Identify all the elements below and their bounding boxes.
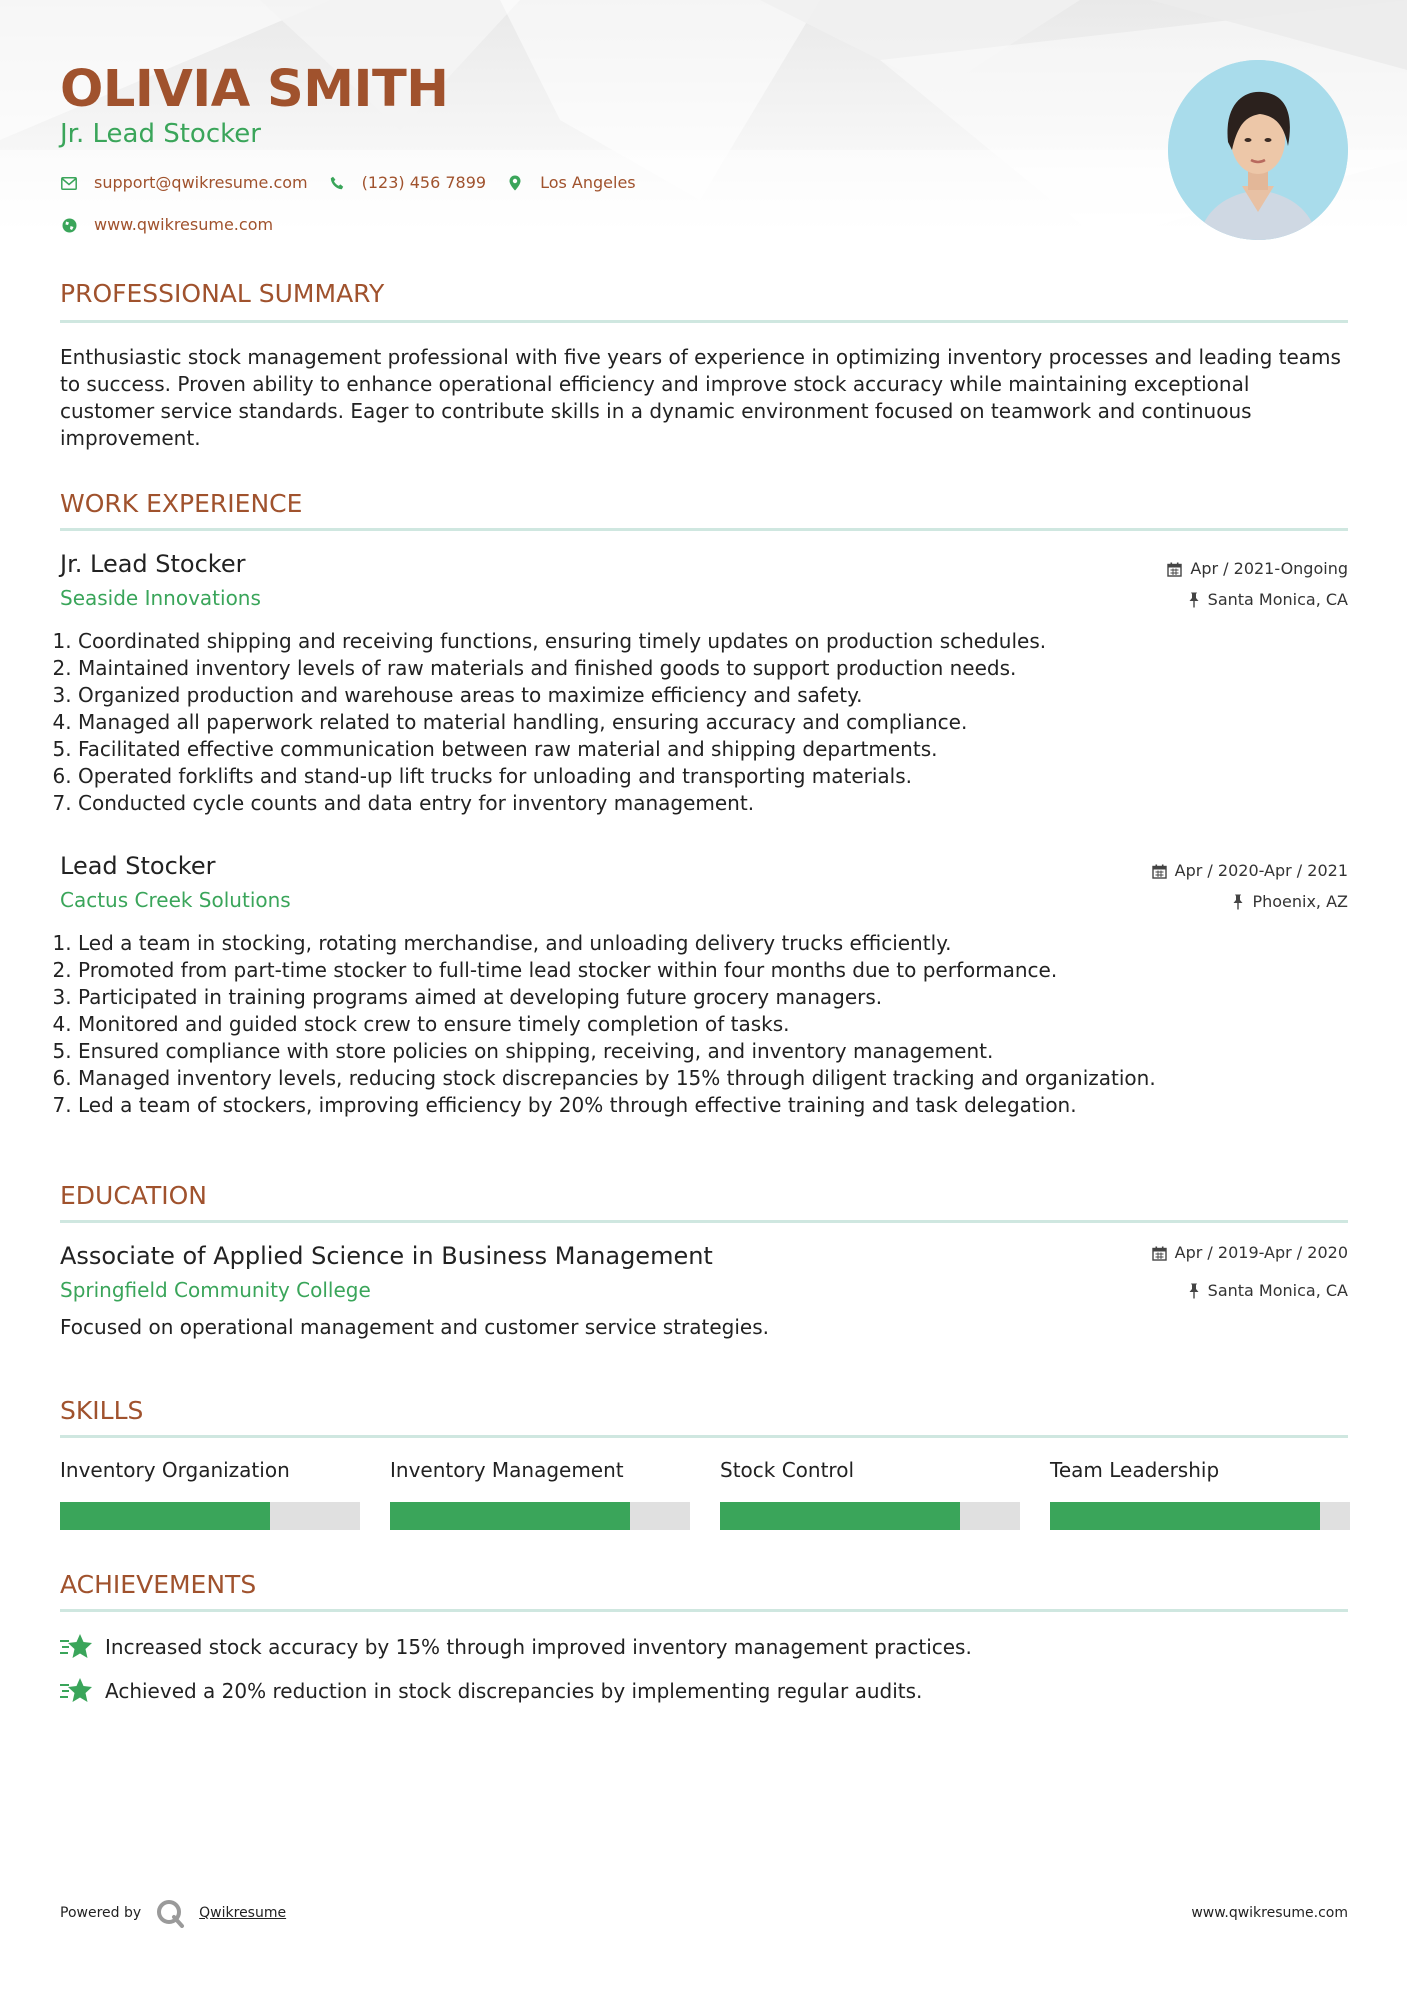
star-icon	[60, 1676, 94, 1706]
achievement-item	[60, 1632, 1348, 1662]
section-divider	[60, 528, 1348, 531]
skill-item	[1050, 1456, 1350, 1530]
section-title-achievements: ACHIEVEMENTS	[60, 1570, 257, 1599]
skill-level-fill	[1050, 1502, 1320, 1530]
list-item: 1. Coordinated shipping and receiving functions, ensuring timely updates on production schedules.	[78, 628, 1046, 655]
job-title: Jr. Lead Stocker	[60, 550, 246, 578]
job-location	[1188, 589, 1348, 611]
section-title-summary: PROFESSIONAL SUMMARY	[60, 279, 385, 308]
job-dates-text: Apr / 2020-Apr / 2021	[1174, 861, 1348, 880]
skill-level-fill	[60, 1502, 270, 1530]
section-title-education: EDUCATION	[60, 1181, 207, 1210]
list-item: 1. Led a team in stocking, rotating merchandise, and unloading delivery trucks efficiently.	[78, 930, 1156, 957]
section-divider	[60, 320, 1348, 323]
star-icon	[60, 1632, 94, 1662]
education-description: Focused on operational management and customer service strategies.	[60, 1315, 770, 1339]
list-item: 3. Participated in training programs aimed at developing future grocery managers.	[78, 984, 1156, 1011]
footer-website[interactable]: www.qwikresume.com	[1191, 1905, 1348, 1921]
skill-level-bar	[720, 1502, 1020, 1530]
job-dates-text: Apr / 2021-Ongoing	[1190, 559, 1348, 578]
education-location-text: Santa Monica, CA	[1207, 1281, 1348, 1300]
list-item: 2. Maintained inventory levels of raw materials and finished goods to support production needs.	[78, 655, 1046, 682]
qwikresume-logo-icon	[155, 1898, 185, 1928]
job-company: Cactus Creek Solutions	[60, 888, 291, 912]
envelope-icon	[60, 174, 78, 192]
candidate-title: Jr. Lead Stocker	[60, 119, 261, 149]
degree-title: Associate of Applied Science in Business Management	[60, 1242, 713, 1270]
pin-icon	[1188, 592, 1200, 608]
job-dates	[1152, 860, 1348, 882]
skill-name: Stock Control	[720, 1458, 855, 1482]
section-divider	[60, 1435, 1348, 1438]
education-location	[1188, 1280, 1348, 1302]
list-item: 5. Ensured compliance with store policies on shipping, receiving, and inventory management.	[78, 1038, 1156, 1065]
list-item: 6. Managed inventory levels, reducing stock discrepancies by 15% through diligent tracking and organization.	[78, 1065, 1156, 1092]
skill-name: Inventory Management	[390, 1458, 624, 1482]
list-item: 7. Conducted cycle counts and data entry for inventory management.	[78, 790, 1046, 817]
contact-phone[interactable]: (123) 456 7899	[361, 173, 487, 192]
contact-info	[60, 172, 656, 236]
skill-item	[390, 1456, 690, 1530]
contact-email[interactable]: support@qwikresume.com	[94, 173, 308, 192]
phone-icon	[328, 174, 346, 192]
calendar-icon	[1152, 1246, 1167, 1261]
candidate-name: OLIVIA SMITH	[60, 60, 449, 119]
pin-icon	[1232, 894, 1244, 910]
list-item: 6. Operated forklifts and stand-up lift trucks for unloading and transporting materials.	[78, 763, 1046, 790]
section-divider	[60, 1609, 1348, 1612]
list-item: 7. Led a team of stockers, improving efficiency by 20% through effective training and task delegation.	[78, 1092, 1156, 1119]
job-title: Lead Stocker	[60, 852, 216, 880]
skill-name: Team Leadership	[1050, 1458, 1220, 1482]
job-dates	[1167, 558, 1348, 580]
skill-level-bar	[1050, 1502, 1350, 1530]
qwikresume-link[interactable]: Qwikresume	[199, 1905, 287, 1921]
map-marker-icon	[506, 174, 524, 192]
section-divider	[60, 1220, 1348, 1223]
job-location	[1232, 891, 1348, 913]
education-dates-text: Apr / 2019-Apr / 2020	[1174, 1243, 1348, 1262]
skill-item	[720, 1456, 1020, 1530]
school-name: Springfield Community College	[60, 1278, 371, 1302]
pin-icon	[1188, 1283, 1200, 1299]
list-item: 2. Promoted from part-time stocker to full-time lead stocker within four months due to performance.	[78, 957, 1156, 984]
job-responsibilities	[60, 930, 1156, 1119]
summary-text: Enthusiastic stock management professional with five years of experience in optimizing inventory processes and leading teams to success. Proven ability to enhance operational efficiency and improve stock accuracy while maintaining exceptional customer service standards. Eager to contribute skills in a dynamic environment focused on teamwork and continuous improvement.	[60, 345, 1341, 450]
calendar-icon	[1152, 864, 1167, 879]
list-item: 5. Facilitated effective communication between raw material and shipping departments.	[78, 736, 1046, 763]
job-location-text: Santa Monica, CA	[1207, 590, 1348, 609]
globe-icon	[60, 216, 78, 234]
profile-photo	[1168, 60, 1348, 240]
skill-level-bar	[60, 1502, 360, 1530]
list-item: 3. Organized production and warehouse areas to maximize efficiency and safety.	[78, 682, 1046, 709]
list-item: 4. Monitored and guided stock crew to ensure timely completion of tasks.	[78, 1011, 1156, 1038]
contact-website[interactable]: www.qwikresume.com	[94, 215, 274, 234]
skill-name: Inventory Organization	[60, 1458, 290, 1482]
achievement-text: Increased stock accuracy by 15% through improved inventory management practices.	[105, 1635, 972, 1659]
skill-level-bar	[390, 1502, 690, 1530]
job-responsibilities	[60, 628, 1046, 817]
job-company: Seaside Innovations	[60, 586, 261, 610]
skill-item	[60, 1456, 360, 1530]
powered-by-label: Powered by	[60, 1905, 142, 1921]
list-item: 4. Managed all paperwork related to material handling, ensuring accuracy and compliance.	[78, 709, 1046, 736]
job-location-text: Phoenix, AZ	[1252, 892, 1348, 911]
section-title-skills: SKILLS	[60, 1396, 144, 1425]
skill-level-fill	[720, 1502, 960, 1530]
skill-level-fill	[390, 1502, 630, 1530]
calendar-icon	[1167, 562, 1182, 577]
section-title-experience: WORK EXPERIENCE	[60, 489, 303, 518]
achievement-item	[60, 1676, 1348, 1706]
skills-list	[60, 1456, 1348, 1530]
education-dates	[1152, 1242, 1348, 1264]
footer-powered-by	[60, 1898, 286, 1928]
contact-location: Los Angeles	[540, 173, 636, 192]
achievement-text: Achieved a 20% reduction in stock discrepancies by implementing regular audits.	[105, 1679, 923, 1703]
